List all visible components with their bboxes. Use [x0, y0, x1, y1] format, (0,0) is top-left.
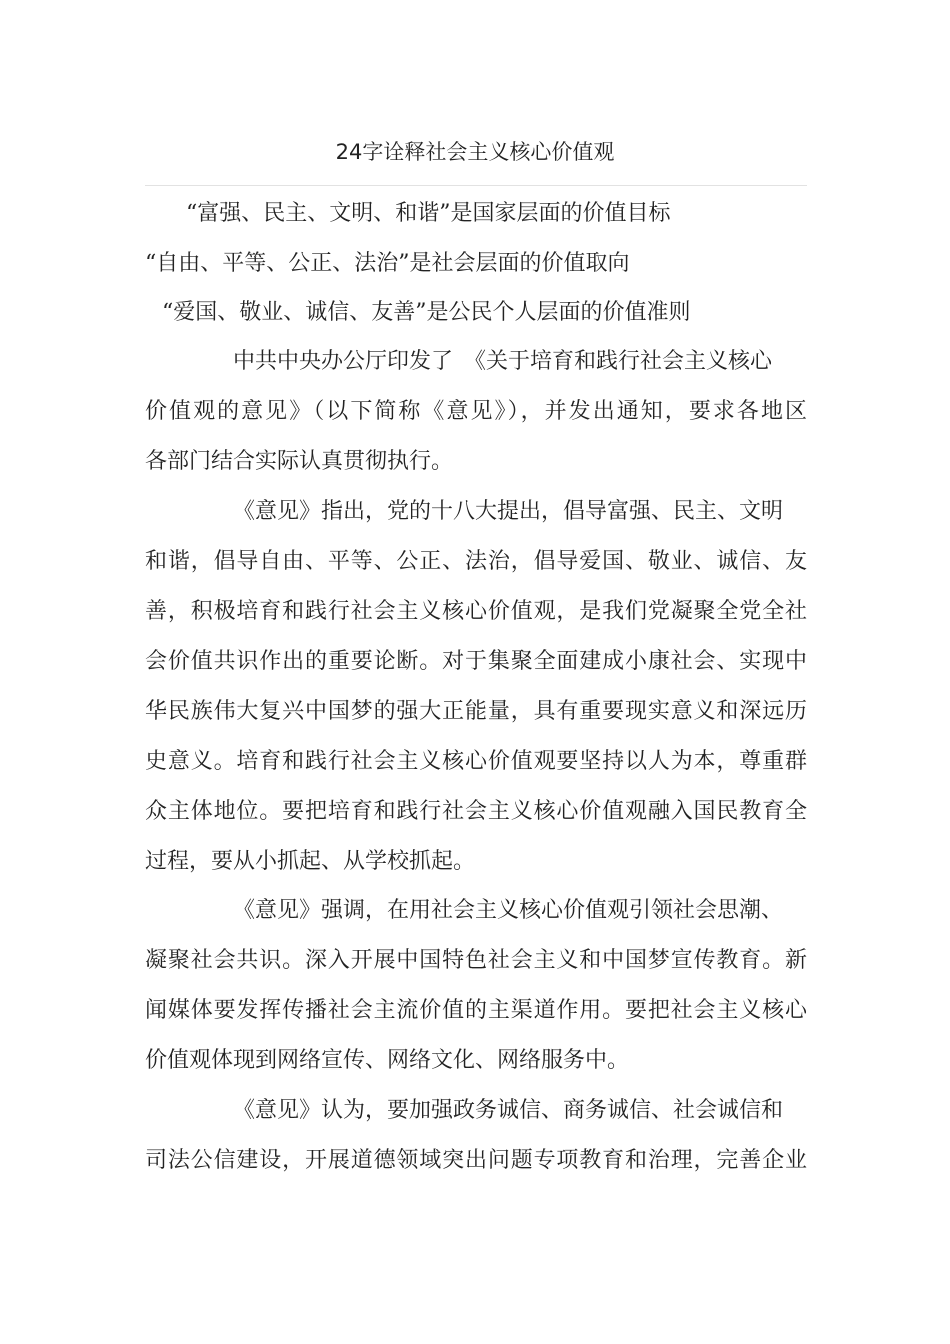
text-line: 各部门结合实际认真贯彻执行。 [145, 449, 454, 474]
text-line: “自由、平等、公正、法治”是社会层面的价值取向 [145, 251, 630, 276]
text-line: 善，积极培育和践行社会主义核心价值观，是我们党凝聚全党全社 [145, 599, 807, 624]
text-line: 司法公信建设，开展道德领域突出问题专项教育和治理，完善企业 [145, 1148, 807, 1173]
text-line: 凝聚社会共识。深入开展中国特色社会主义和中国梦宣传教育。新 [145, 948, 807, 973]
text-line: 和谐，倡导自由、平等、公正、法治，倡导爱国、敬业、诚信、友 [145, 549, 807, 574]
text-line: 会价值共识作出的重要论断。对于集聚全面建成小康社会、实现中 [145, 649, 807, 674]
text-line: 《意见》强调，在用社会主义核心价值观引领社会思潮、 [233, 898, 784, 923]
text-line: 华民族伟大复兴中国梦的强大正能量，具有重要现实意义和深远历 [145, 699, 807, 724]
text-line: 过程，要从小抓起、从学校抓起。 [145, 849, 476, 874]
text-line: 闻媒体要发挥传播社会主流价值的主渠道作用。要把社会主义核心 [145, 998, 807, 1023]
text-line: “爱国、敬业、诚信、友善”是公民个人层面的价值准则 [162, 300, 691, 325]
text-line: 《意见》指出，党的十八大提出，倡导富强、民主、文明 [233, 499, 784, 524]
title-divider [145, 185, 807, 186]
text-line: 众主体地位。要把培育和践行社会主义核心价值观融入国民教育全 [145, 799, 807, 824]
text-line: 《意见》认为，要加强政务诚信、商务诚信、社会诚信和 [233, 1098, 784, 1123]
text-line: “富强、民主、文明、和谐”是国家层面的价值目标 [186, 201, 671, 226]
text-line: 中共中央办公厅印发了 《关于培育和践行社会主义核心 [233, 349, 773, 374]
document-title: 24字诠释社会主义核心价值观 [335, 140, 615, 164]
text-line: 史意义。培育和践行社会主义核心价值观要坚持以人为本，尊重群 [145, 749, 807, 774]
text-line: 价值观体现到网络宣传、网络文化、网络服务中。 [145, 1048, 630, 1073]
text-line: 价值观的意见》（以下简称《意见》），并发出通知，要求各地区 [145, 399, 807, 424]
